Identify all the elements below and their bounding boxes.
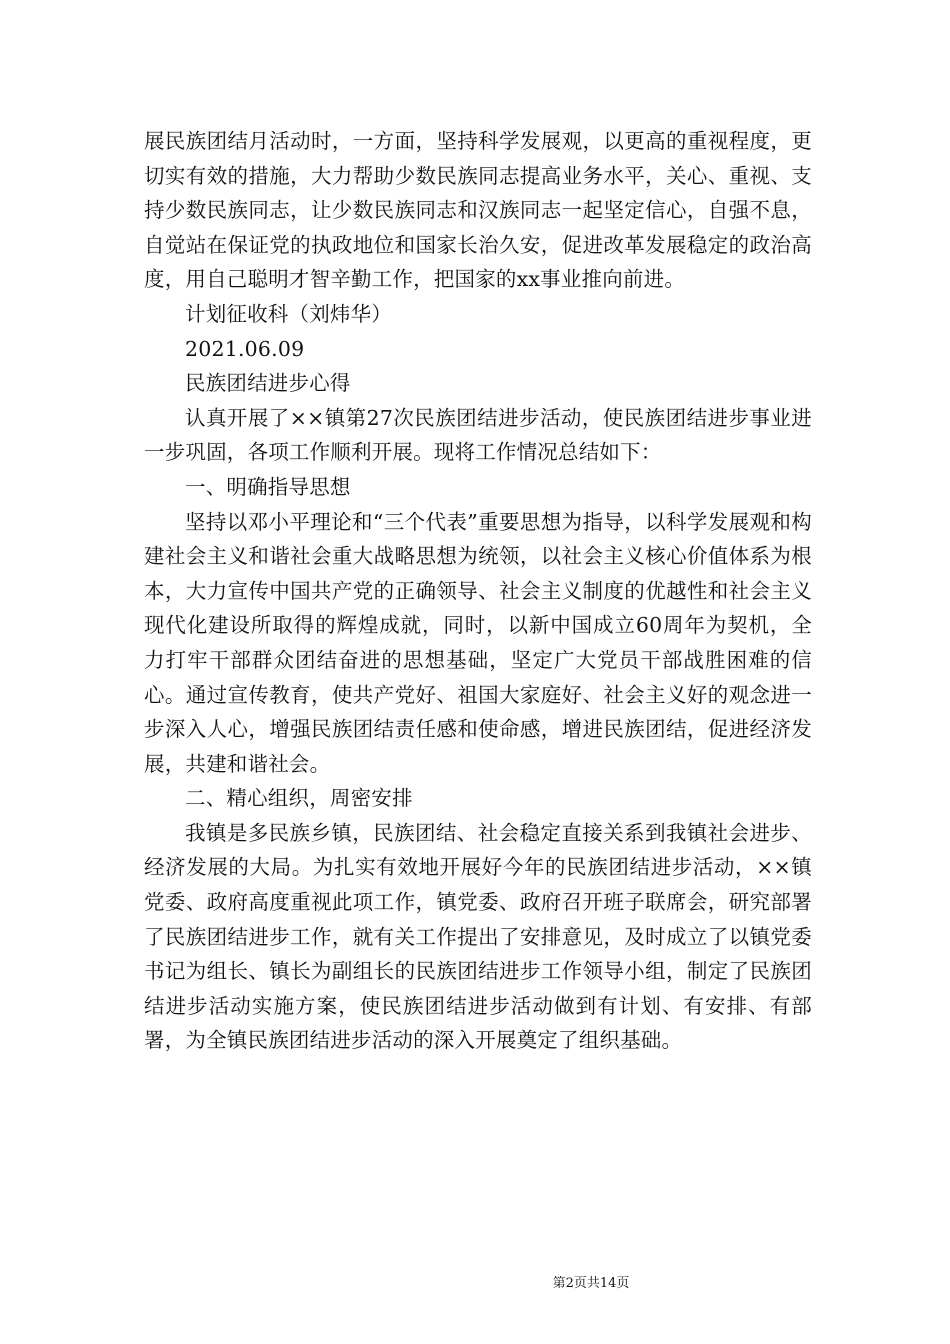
page-number: 第2页共14页 xyxy=(552,1276,630,1291)
paragraph-author: 计划征收科（刘炜华） xyxy=(185,301,392,326)
paragraph-guiding-ideology: 坚持以邓小平理论和“三个代表”重要思想为指导，以科学发展观和构建社会主义和谐社会重大战略思想为统领，以社会主义核心价值体系为根本，大力宣传中国共产党的正确领导、社会主义制度的优越性和社会主义现代化建设所取得的辉煌成就，同时，以新中国成立60周年为契机，全力打牢干部群众团结奋进的思想基础，坚定广大党员干部战胜困难的信心。通过宣传教育，使共产党好、祖国大家庭好、社会主义好的观念进一步深入人心，增强民族团结责任感和使命感，增进民族团结，促进经济发展，共建和谐社会。 xyxy=(144,509,812,776)
paragraph-date: 2021.06.09 xyxy=(185,336,305,361)
paragraph-organization: 我镇是多民族乡镇，民族团结、社会稳定直接关系到我镇社会进步、经济发展的大局。为扎实有效地开展好今年的民族团结进步活动，××镇党委、政府高度重视此项工作，镇党委、政府召开班子联席会，研究部署了民族团结进步工作，就有关工作提出了安排意见，及时成立了以镇党委书记为组长、镇长为副组长的民族团结进步工作领导小组，制定了民族团结进步活动实施方案，使民族团结进步活动做到有计划、有安排、有部署，为全镇民族团结进步活动的深入开展奠定了组织基础。 xyxy=(144,820,812,1053)
page-footer xyxy=(0,1275,950,1293)
heading-organization: 二、精心组织，周密安排 xyxy=(185,786,413,811)
paragraph-intro: 认真开展了××镇第27次民族团结进步活动，使民族团结进步事业进一步巩固，各项工作顺利开展。现将工作情况总结如下： xyxy=(144,405,812,465)
paragraph-continuation: 展民族团结月活动时，一方面，坚持科学发展观，以更高的重视程度，更切实有效的措施，大力帮助少数民族同志提高业务水平，关心、重视、支持少数民族同志，让少数民族同志和汉族同志一起坚定信心，自强不息，自觉站在保证党的执政地位和国家长治久安，促进改革发展稳定的政治高度，用自己聪明才智辛勤工作，把国家的xx事业推向前进。 xyxy=(144,129,812,292)
heading-guiding-ideology: 一、明确指导思想 xyxy=(185,474,351,499)
document-body xyxy=(144,124,812,1058)
section-title: 民族团结进步心得 xyxy=(185,371,351,396)
